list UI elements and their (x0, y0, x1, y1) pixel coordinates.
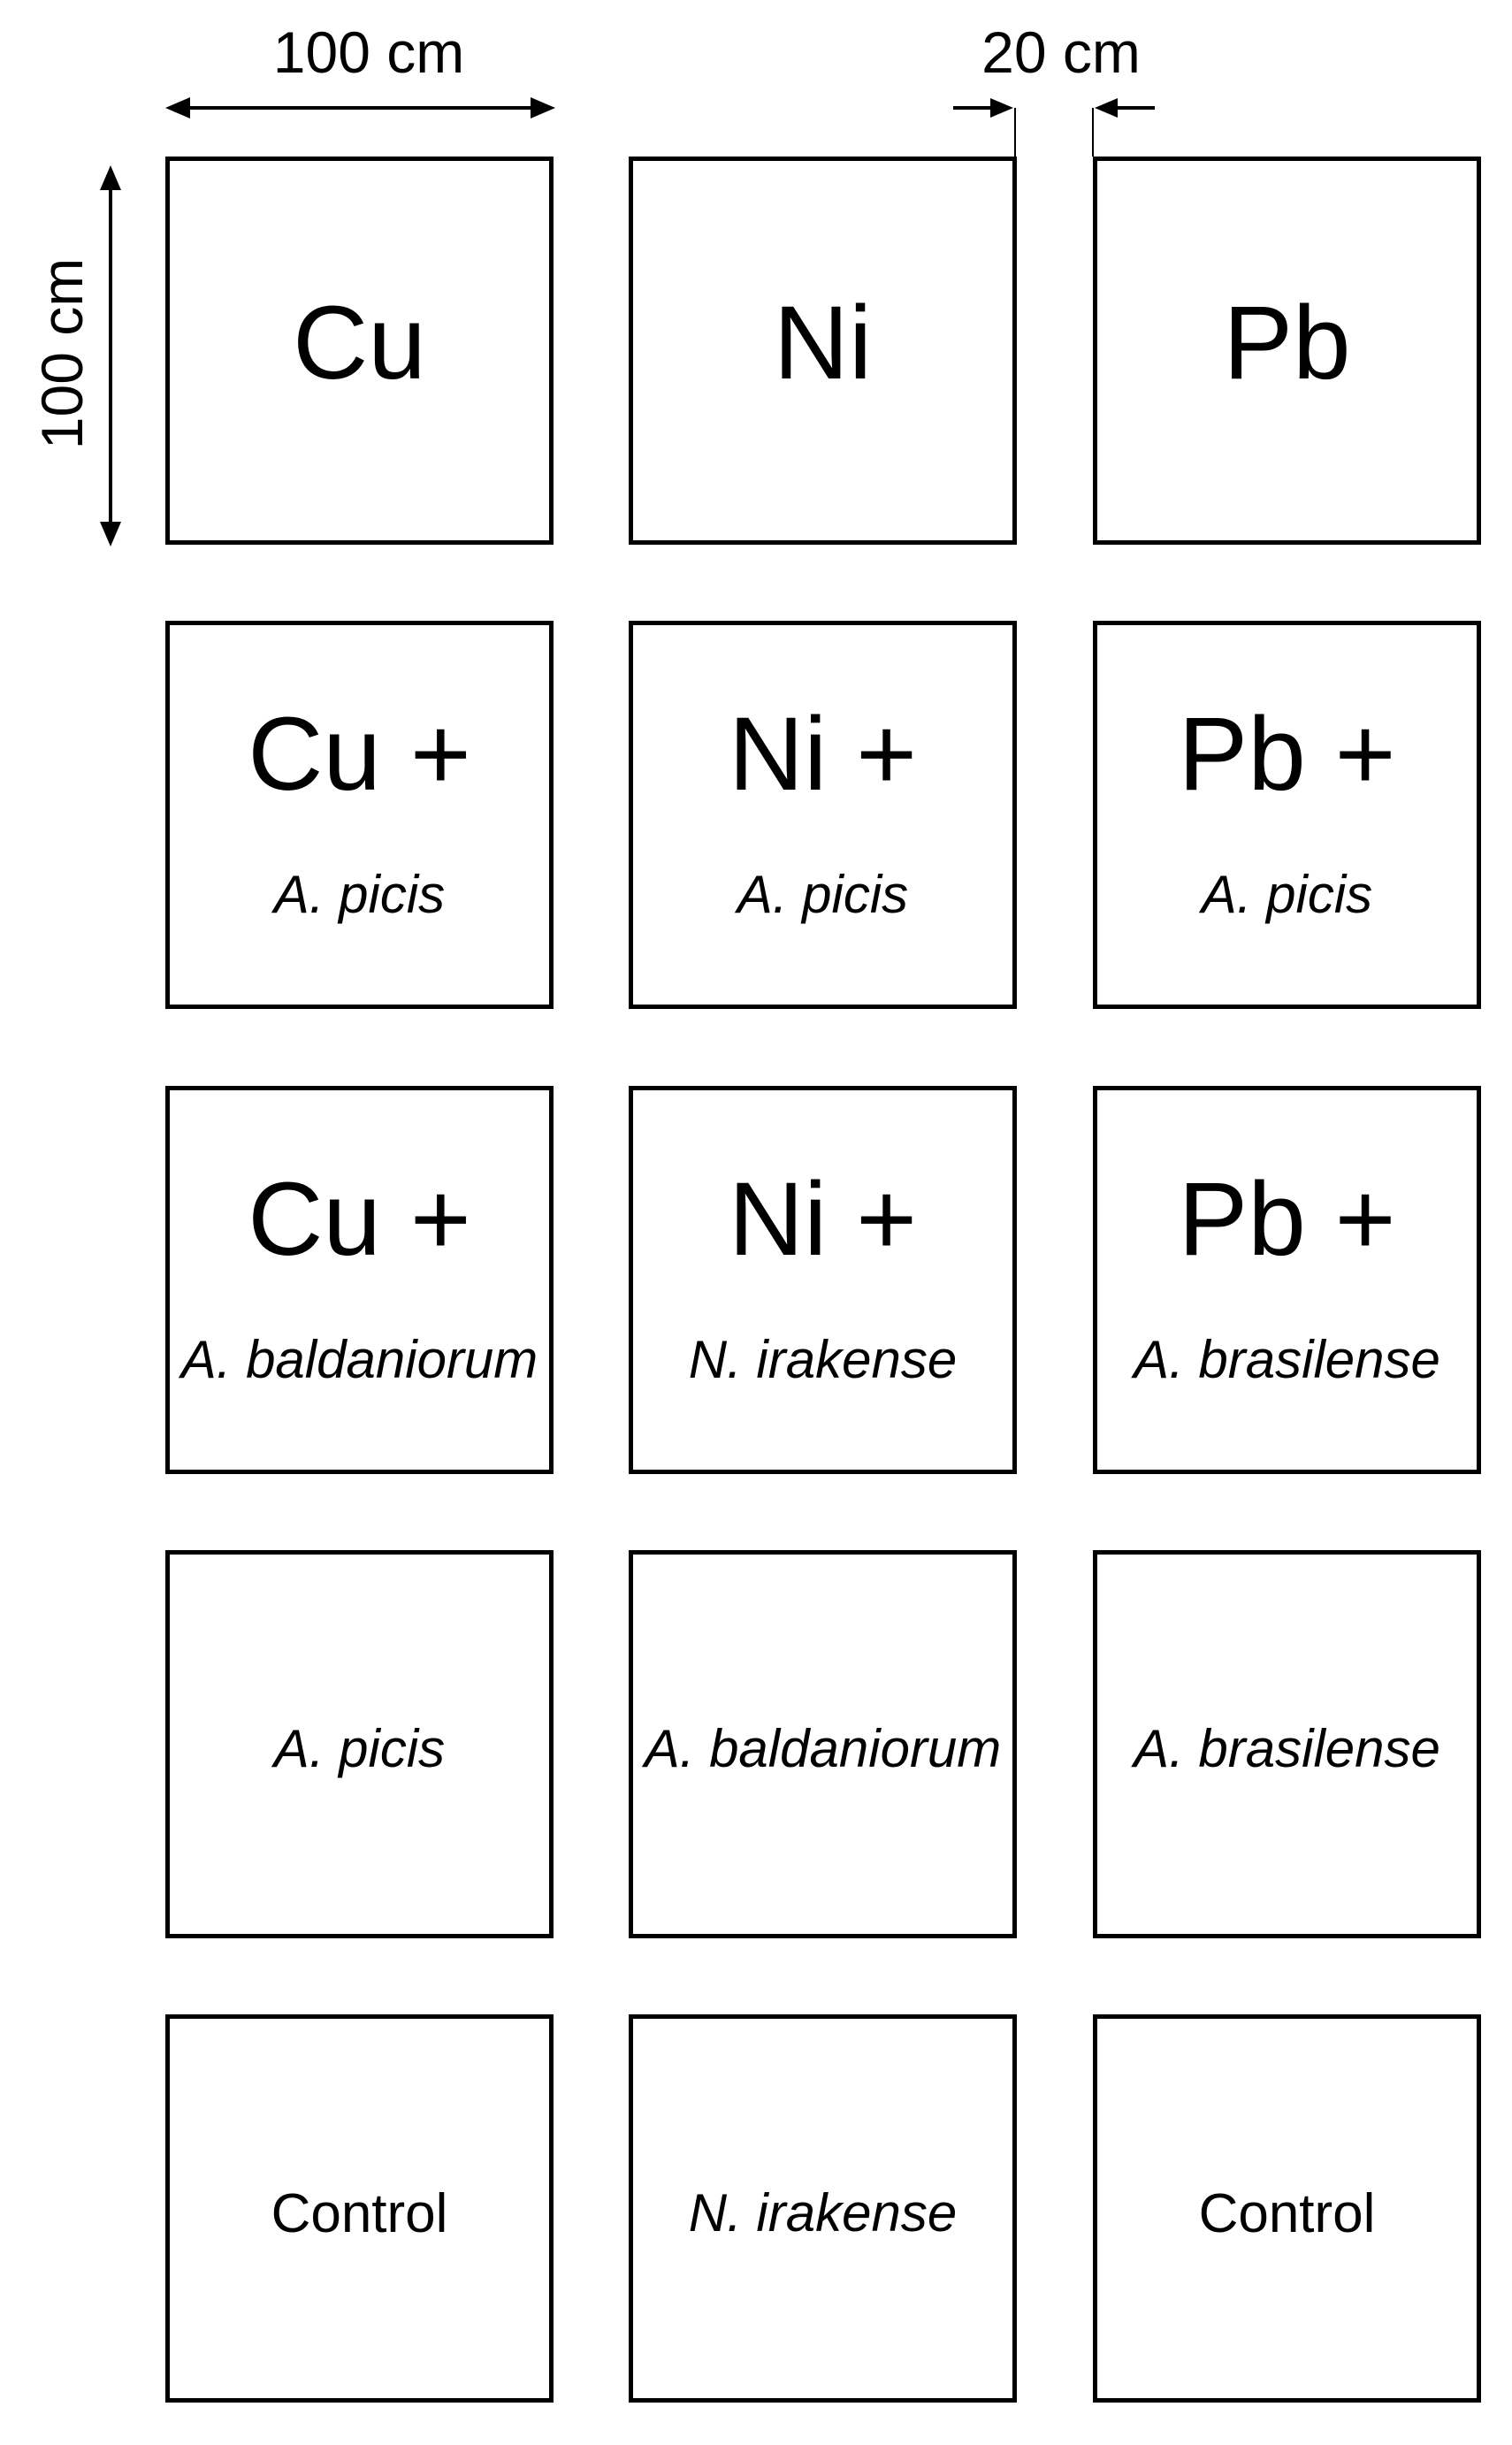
plot-a-baldaniorum (629, 1550, 1017, 1938)
plot-species-label: A. picis (1201, 865, 1373, 924)
plot-ni-a-picis (629, 621, 1017, 1009)
plot-metal-label: Ni + (728, 1161, 918, 1278)
plot-control (1093, 2014, 1481, 2403)
plot-pb (1093, 157, 1481, 545)
plot-metal-label: Pb + (1178, 1161, 1396, 1278)
plot-metal-label: Cu + (248, 696, 471, 813)
plot-cu (165, 157, 554, 545)
plot-species-label: N. irakense (688, 2183, 958, 2243)
plot-species-label: A. picis (273, 1719, 446, 1778)
plot-pb-a-picis (1093, 621, 1481, 1009)
width-arrow (165, 97, 555, 118)
plot-pb-a-brasilense (1093, 1086, 1481, 1474)
plot-gap-label: 20 cm (981, 19, 1141, 85)
plot-species-label: N. irakense (688, 1330, 958, 1389)
plot-metal-label: Ni + (728, 696, 918, 813)
plot-metal-label: Pb + (1178, 696, 1396, 813)
plot-height-label: 100 cm (29, 257, 95, 450)
plot-species-label: A. baldaniorum (180, 1330, 538, 1389)
plot-ni (629, 157, 1017, 545)
plot-species-label: A. brasilense (1134, 1719, 1440, 1778)
plot-species-label: A. picis (273, 865, 446, 924)
plot-a-brasilense (1093, 1550, 1481, 1938)
plot-metal-label: Cu (293, 285, 426, 401)
plot-a-picis (165, 1550, 554, 1938)
plot-metal-label: Ni (773, 285, 873, 401)
plot-width-label: 100 cm (272, 19, 465, 85)
plot-control-label: Control (271, 2183, 448, 2244)
plot-species-label: A. brasilense (1134, 1330, 1440, 1389)
gap-arrows (953, 98, 1155, 157)
plot-ni-n-irakense (629, 1086, 1017, 1474)
plot-metal-label: Cu + (248, 1161, 471, 1278)
plot-cu-a-picis (165, 621, 554, 1009)
plot-metal-label: Pb (1223, 285, 1351, 401)
plot-species-label: A. picis (737, 865, 909, 924)
plot-cu-a-baldaniorum (165, 1086, 554, 1474)
plot-control (165, 2014, 554, 2403)
plot-control-label: Control (1198, 2183, 1376, 2244)
plot-species-label: A. baldaniorum (644, 1719, 1002, 1778)
plot-n-irakense (629, 2014, 1017, 2403)
height-arrow (100, 165, 121, 546)
